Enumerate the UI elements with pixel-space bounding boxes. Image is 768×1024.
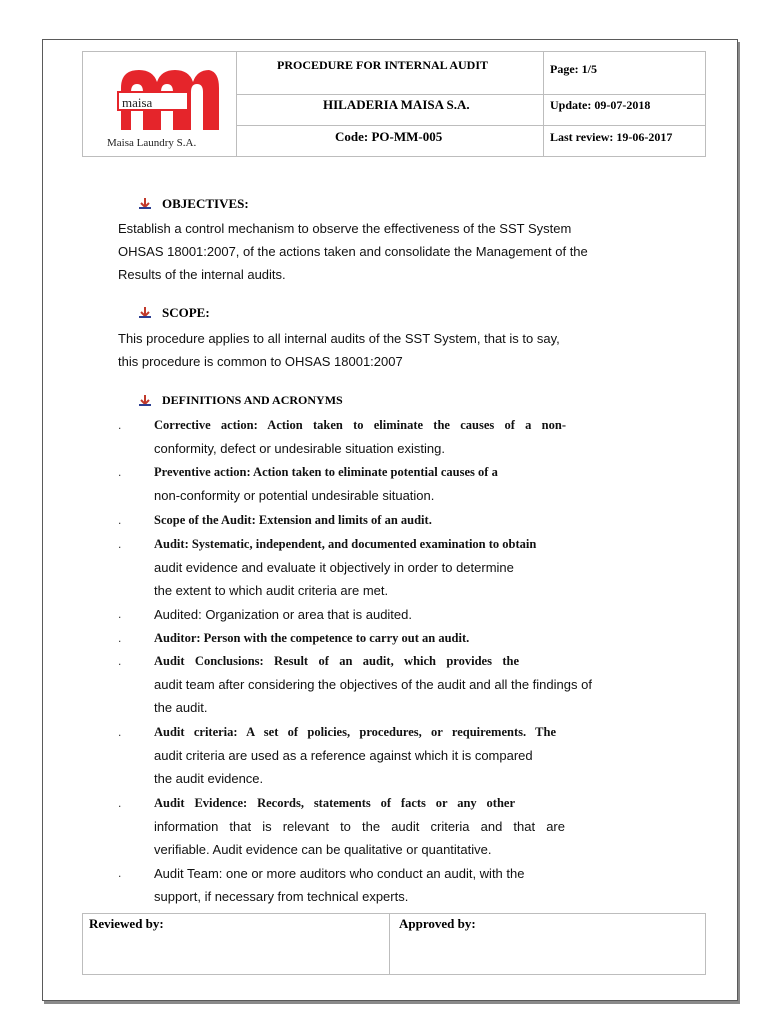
logo-caption: Maisa Laundry S.A. [107,137,197,149]
definition-term: Audit Conclusions: Result of an audit, which provides the [154,654,519,668]
reviewed-by-label: Reviewed by: [89,916,164,931]
definition-text: conformity, defect or undesirable situation existing. [154,441,445,456]
approved-by-label: Approved by: [399,916,476,931]
company-name: HILADERIA MAISA S.A. [323,97,470,112]
definition-term: Scope of the Audit: Extension and limits of an audit. [154,513,432,527]
bullet-arrow-icon [138,306,152,320]
last-review-date: Last review: 19-06-2017 [550,130,673,144]
definitions-heading-text: DEFINITIONS AND ACRONYMS [162,393,343,407]
definition-text: the extent to which audit criteria are met. [154,583,389,598]
signature-table [82,913,706,975]
scope-text [118,327,638,373]
scope-heading-text: SCOPE: [162,305,210,320]
scope-line: This procedure applies to all internal audits of the SST System, that is to say, [118,331,560,346]
definition-text: non-conformity or potential undesirable situation. [154,488,435,503]
company-logo [83,52,236,156]
objectives-text [118,217,638,286]
definition-term: Audit: Systematic, independent, and documented examination to obtain [154,537,537,551]
definition-text: the audit evidence. [154,771,264,786]
definition-text: Audited: Organization or area that is audited. [154,607,412,622]
objectives-line: Results of the internal audits. [118,267,286,282]
bullet-arrow-icon [138,394,152,408]
definition-text: Audit Team: one or more auditors who conduct an audit, with the [154,866,525,881]
definition-text: information that is relevant to the audit criteria and that are [154,819,565,834]
objectives-line: OHSAS 18001:2007, of the actions taken and consolidate the Management of the [118,244,588,259]
page-number: Page: 1/5 [550,62,597,76]
logo-word: maisa [122,95,153,110]
document-page: maisa Maisa Laundry S.A. PROCEDURE FOR INTERNAL AUDIT HILADERIA MAISA S.A. Code: PO-MM-005 Page: 1/5 Update: 09-07-2018 Last review: 19-06-2017 OBJECTIVES: Establish a control mechanism to observe the effectiveness of the SST System OHSAS 18001:2007, of the actions taken and consolidate the Management of the Results of the internal audits. SCOPE: This procedure applies to all internal audits of the SST System, that is to say, this procedure is common to OHSAS 18001:2007 DEFINITIONS AND ACRONYMS . Corrective action: Action taken to eliminate the causes of a non- conformity, defect or undesirable situation existing. . Preventive action: Action taken to eliminate potential causes of a non-conformity or potential undesirable situation. . Scope of the Audit: Extension and limits of an audit. . Audit: Systematic, independent, and documented examination to obtain audit evidence and evaluate it objectively in order to determine the extent to which audit criteria are met. . Audited: Organization or area that is audited. . Auditor: Person with the competence to carry out an audit. . Audit Conclusions: Result of an audit, which provides the audit team after considering the objectives of the audit and all the findings of the audit. . Audit criteria: A set of policies, procedures, or requirements. The audit criteria are used as a reference against which it is compared the audit evidence. . Audit Evidence: Records, statements of facts or any other information that is relevant to the audit criteria and that are verifiable. Audit evidence can be qualitative or quantitative. . Audit Team: one or more auditors who conduct an audit, with the support, if necessary from technical experts. Reviewed by: Approved by: [42,39,738,1001]
definition-text: the audit. [154,700,208,715]
definition-text: audit team after considering the objectives of the audit and all the findings of [154,677,592,692]
definition-term: Preventive action: Action taken to eliminate potential causes of a [154,465,498,479]
objectives-heading [138,196,249,212]
document-code: Code: PO-MM-005 [335,129,443,144]
definition-term: Corrective action: Action taken to eliminate the causes of a non- [154,418,566,432]
document-title: PROCEDURE FOR INTERNAL AUDIT [277,58,489,72]
bullet-arrow-icon [138,197,152,211]
definition-text: audit evidence and evaluate it objectively in order to determine [154,560,514,575]
definition-term: Auditor: Person with the competence to carry out an audit. [154,631,470,645]
definition-term: Audit criteria: A set of policies, procedures, or requirements. The [154,725,556,739]
update-date: Update: 09-07-2018 [550,98,651,112]
definitions-heading [138,393,343,408]
definition-text: verifiable. Audit evidence can be qualitative or quantitative. [154,842,492,857]
scope-line: this procedure is common to OHSAS 18001:2007 [118,354,403,369]
definition-term: Audit Evidence: Records, statements of facts or any other [154,796,515,810]
definition-text: audit criteria are used as a reference against which it is compared [154,748,533,763]
definition-text: support, if necessary from technical experts. [154,889,409,904]
scope-heading [138,305,210,321]
objectives-heading-text: OBJECTIVES: [162,196,249,211]
document-header-table [82,51,706,157]
objectives-line: Establish a control mechanism to observe the effectiveness of the SST System [118,221,572,236]
